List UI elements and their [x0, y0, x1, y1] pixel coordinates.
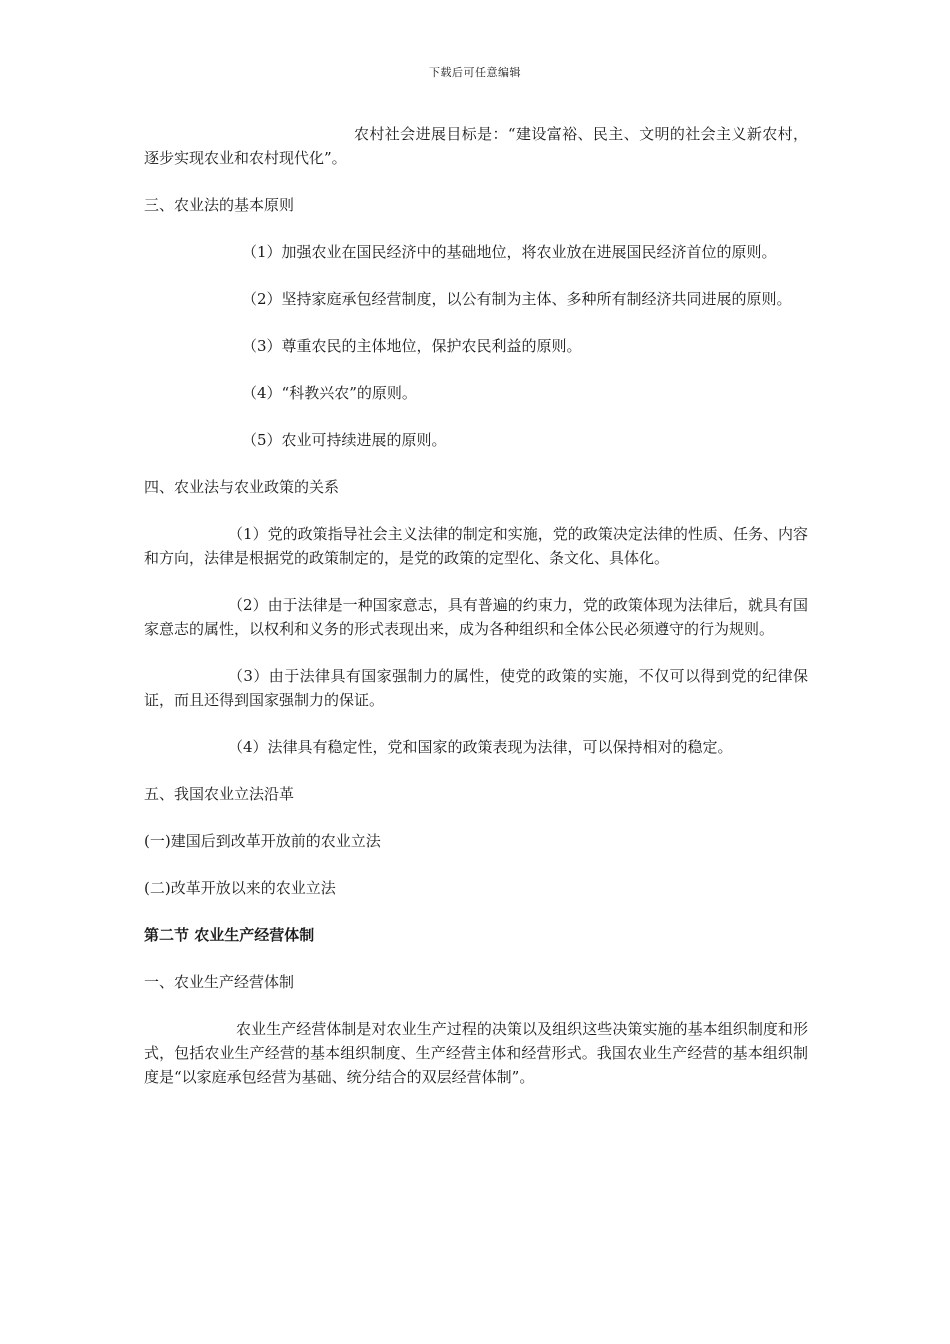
- history-item-2: (二)改革开放以来的农业立法: [144, 879, 336, 897]
- principle-1: （1）加强农业在国民经济中的基础地位，将农业放在进展国民经济首位的原则。: [242, 243, 777, 261]
- heading-production-system: 一、农业生产经营体制: [144, 973, 295, 991]
- principle-4: （4）“科教兴农”的原则。: [242, 384, 417, 402]
- heading-legislative-history: 五、我国农业立法沿革: [144, 785, 295, 803]
- relation-1: （1）党的政策指导社会主义法律的制定和实施，党的政策决定法律的性质、任务、内容和方向，法律是根据党的政策制定的，是党的政策的定型化、条文化、具体化。: [144, 525, 808, 567]
- relation-3: （3）由于法律具有国家强制力的属性，使党的政策的实施，不仅可以得到党的纪律保证，而且还得到国家强制力的保证。: [144, 667, 808, 709]
- heading-law-policy-relation: 四、农业法与农业政策的关系: [144, 478, 340, 496]
- paragraph-production-system: 农业生产经营体制是对农业生产过程的决策以及组织这些决策实施的基本组织制度和形式，包括农业生产经营的基本组织制度、生产经营主体和经营形式。我国农业生产经营的基本组织制度是“以家庭承包经营为基础、统分结合的双层经营体制”。: [144, 1020, 808, 1086]
- history-item-1: (一)建国后到改革开放前的农业立法: [144, 832, 381, 850]
- paragraph-rural-goal: 农村社会进展目标是：“建设富裕、民主、文明的社会主义新农村，逐步实现农业和农村现代化”。: [144, 125, 808, 167]
- relation-2: （2）由于法律是一种国家意志，具有普遍的约束力，党的政策体现为法律后，就具有国家意志的属性，以权利和义务的形式表现出来，成为各种组织和全体公民必须遵守的行为规则。: [144, 596, 808, 638]
- page-header: 下载后可任意编辑: [429, 66, 521, 79]
- principle-2: （2）坚持家庭承包经营制度，以公有制为主体、多种所有制经济共同进展的原则。: [242, 290, 792, 308]
- document-body: [144, 122, 808, 1112]
- heading-basic-principles: 三、农业法的基本原则: [144, 196, 295, 214]
- principle-5: （5）农业可持续进展的原则。: [242, 431, 447, 449]
- section-heading: 第二节 农业生产经营体制: [144, 926, 315, 944]
- relation-4: （4）法律具有稳定性，党和国家的政策表现为法律，可以保持相对的稳定。: [228, 738, 733, 756]
- principle-3: （3）尊重农民的主体地位，保护农民利益的原则。: [242, 337, 582, 355]
